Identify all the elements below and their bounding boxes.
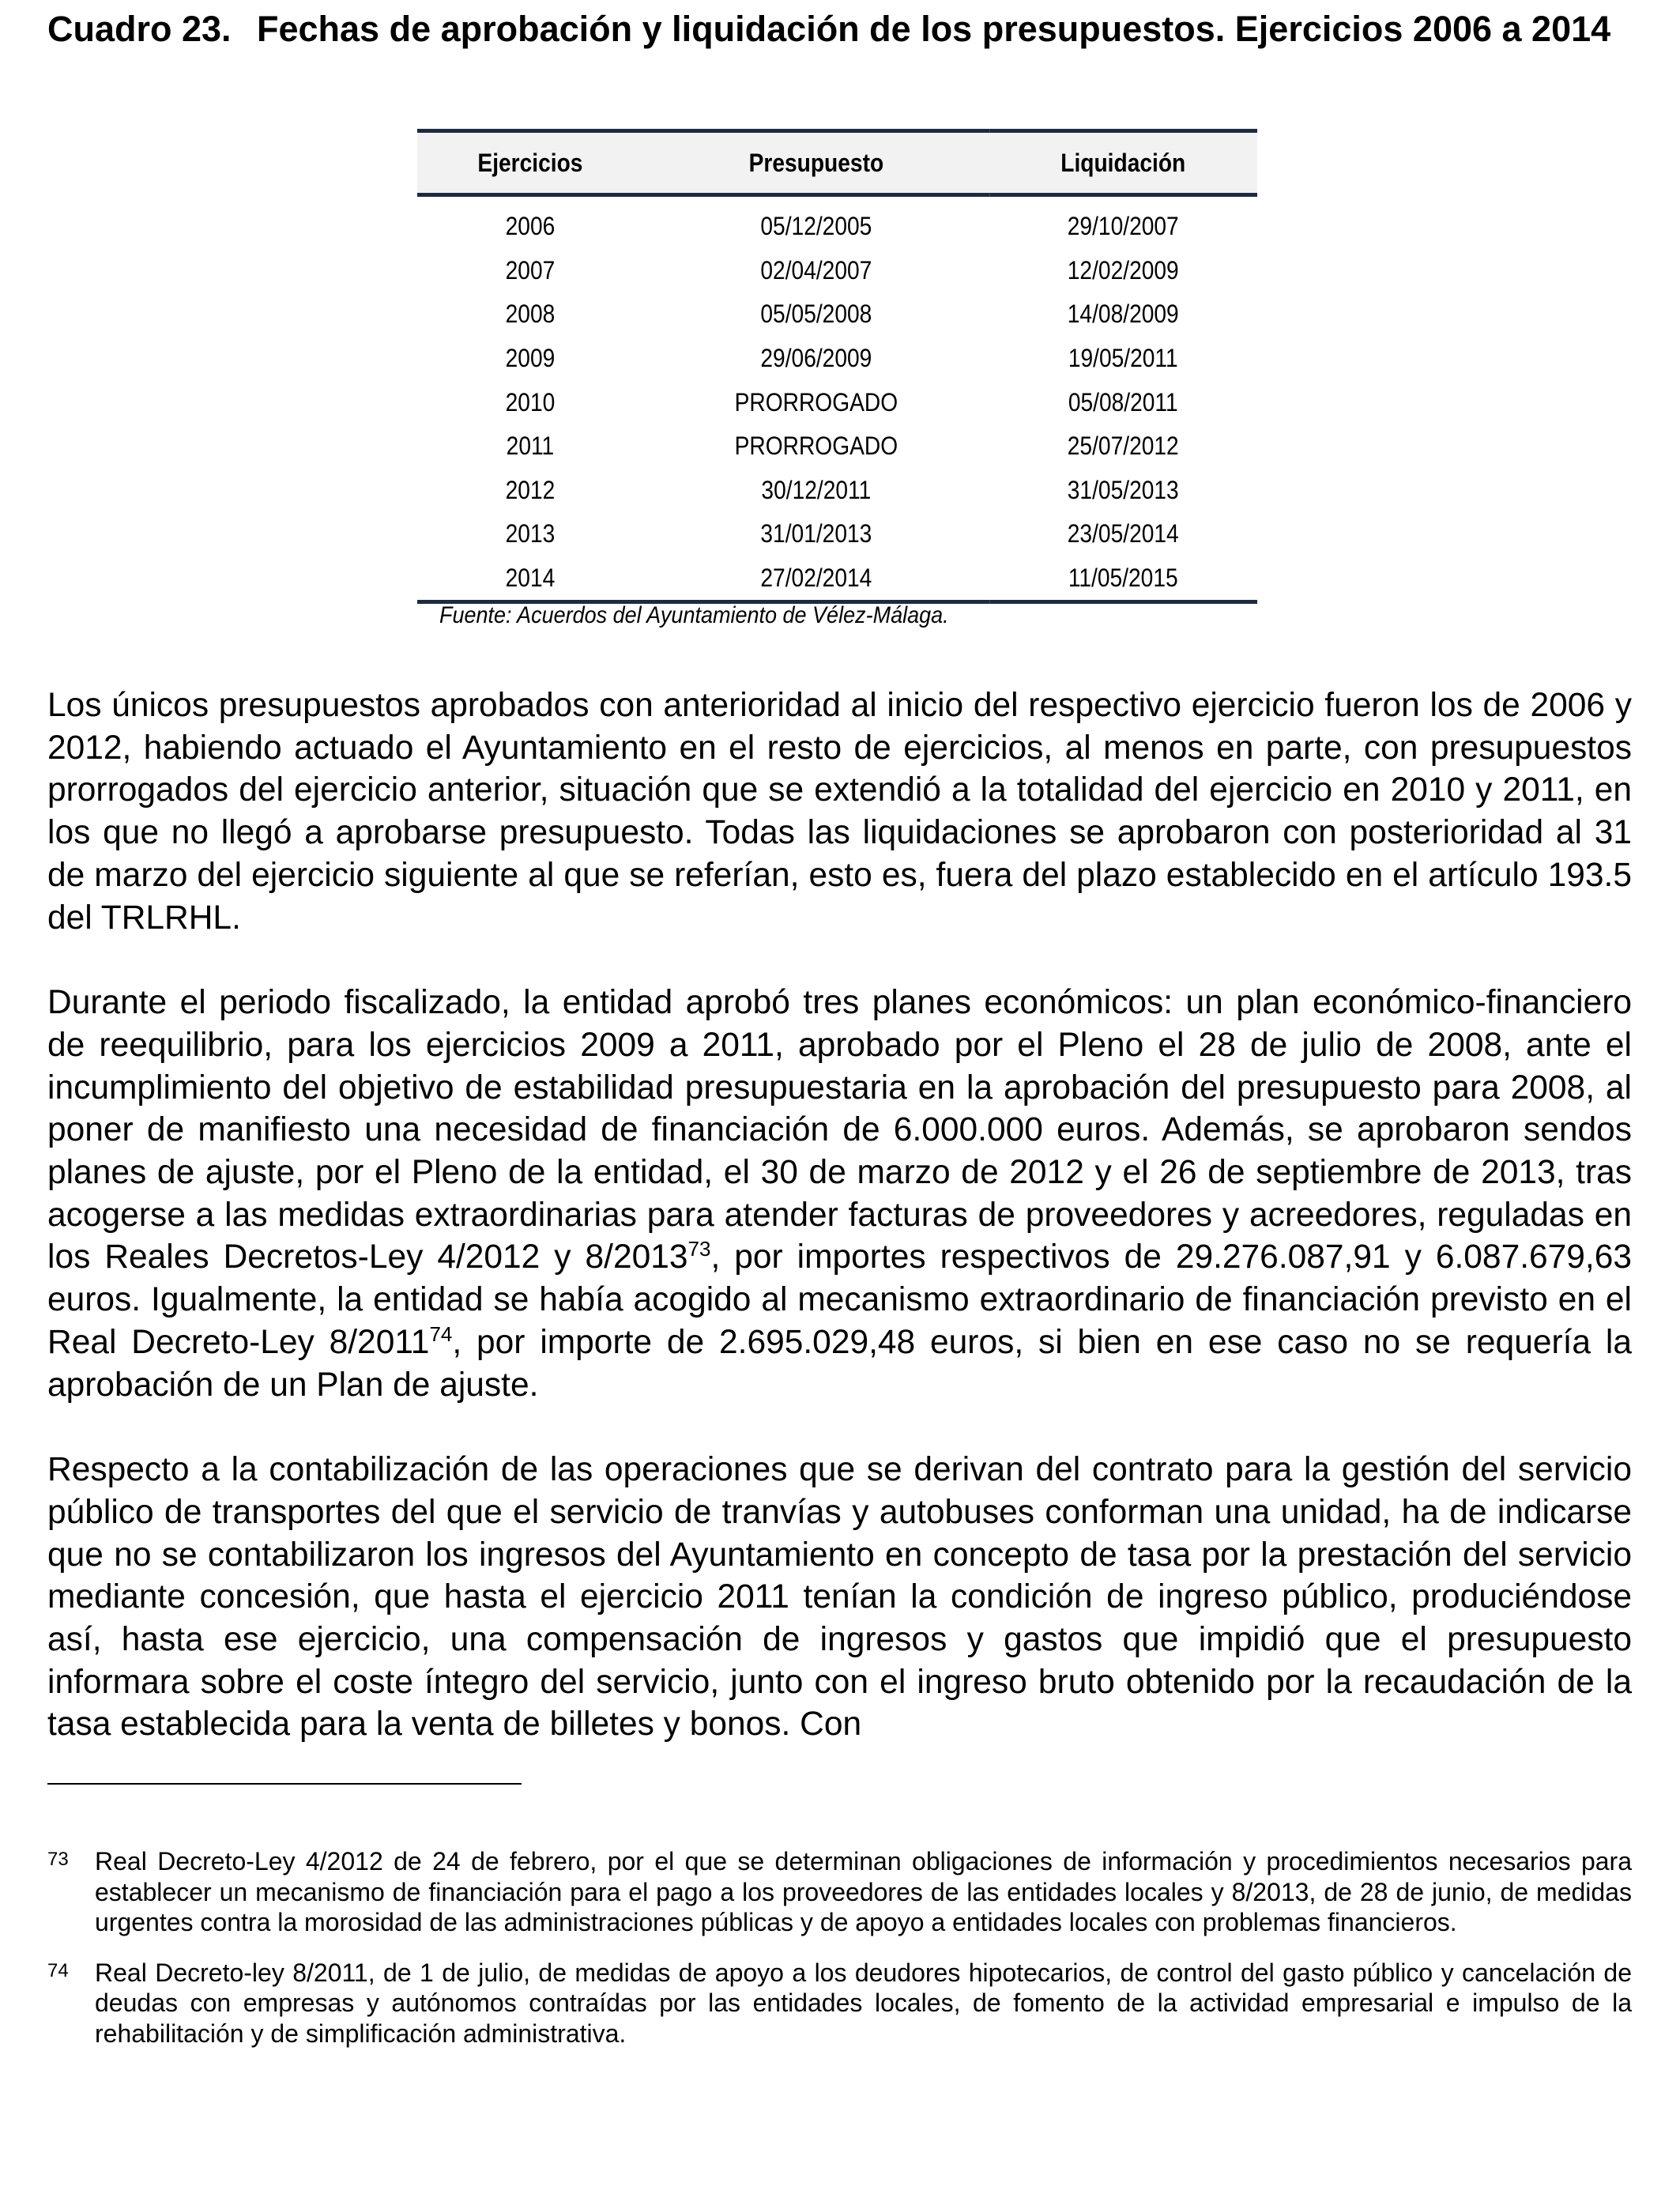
cell-year: 2006: [505, 212, 556, 241]
paragraph-1: Los únicos presupuestos aprobados con anterioridad al inicio del respectivo ejercicio fueron los de 2006 y 2012, habiendo actuado el Ayuntamiento en el resto de ejercicios, al menos en parte, con presupuestos prorrogados del ejercicio anterior, situación que se extendió a la totalidad del ejercicio en 2010 y 2011, en los que no llegó a aprobarse presupuesto. Todas las liquidaciones se aprobaron con posterioridad al 31 de marzo del ejercicio siguiente al que se referían, esto es, fuera del plazo establecido en el artículo 193.5 del TRLRHL.: [47, 687, 1632, 937]
table-source: Fuente: Acuerdos del Ayuntamiento de Vélez-Málaga.: [439, 602, 949, 628]
table-row: [417, 337, 1257, 381]
cell-year: 2014: [417, 556, 643, 602]
cell-settlement-date: 12/02/2009: [1067, 255, 1179, 285]
cell-budget-date: PRORROGADO: [734, 387, 898, 417]
table-header-row: [417, 131, 1257, 195]
body-text: [47, 684, 1632, 1789]
cell-settlement-date: 25/07/2012: [1067, 432, 1179, 461]
cell-budget-date: 30/12/2011: [761, 475, 872, 504]
footnote-separator: [47, 1783, 522, 1785]
table-row: [417, 424, 1257, 469]
caption-title: Fechas de aprobación y liquidación de los presupuestos. Ejercicios 2006 a 2014: [257, 9, 1611, 49]
table-row: [417, 195, 1257, 249]
footnote-ref-74[interactable]: 74: [429, 1321, 453, 1346]
header-presupuesto: Presupuesto: [643, 131, 989, 195]
paragraph-2-part-c: , por importe de 2.695.029,48 euros, si bien en ese caso no se requería la aprobación de un Plan de ajuste.: [47, 1323, 1632, 1404]
footnote-number: 74: [47, 1959, 69, 1981]
cell-budget-date: 31/01/2013: [760, 519, 872, 548]
cell-budget-date: 05/05/2008: [760, 300, 872, 329]
cell-budget-date: PRORROGADO: [734, 432, 898, 461]
cell-year: 2009: [505, 344, 556, 373]
table-row: [417, 380, 1257, 424]
budget-dates-table: [417, 129, 1257, 604]
cell-year: 2010: [505, 387, 556, 417]
budget-table-container: [417, 129, 1257, 604]
cell-budget-date: 02/04/2007: [760, 255, 872, 285]
footnote-73: [47, 1846, 1632, 1938]
footnote-text: Real Decreto-ley 8/2011, de 1 de julio, de medidas de apoyo a los deudores hipotecarios, de control del gasto público y cancelación de deudas con empresas y autónomos contraídas por las entidades locales, de fomento de la actividad empresarial e impulso de la rehabilitación y de simplificación administrativa.: [95, 1958, 1632, 2048]
footnote-ref-73[interactable]: 73: [687, 1237, 711, 1261]
cell-settlement-date: 05/08/2011: [1068, 387, 1178, 417]
cell-settlement-date: 23/05/2014: [1067, 519, 1179, 548]
cell-year: 2011: [506, 432, 555, 461]
paragraph-2: [47, 982, 1632, 1406]
table-caption: [47, 8, 1632, 50]
paragraph-2-part-a: Durante el periodo fiscalizado, la entidad aprobó tres planes económicos: un plan económico-financiero de reequilibrio, para los ejercicios 2009 a 2011, aprobado por el Pleno el 28 de julio de 2008, ante el incumplimiento del objetivo de estabilidad presupuestaria en la aprobación del presupuesto para 2008, al poner de manifiesto una necesidad de financiación de 6.000.000 euros. Además, se aprobaron sendos planes de ajuste, por el Pleno de la entidad, el 30 de marzo de 2012 y el 26 de septiembre de 2013, tras acogerse a las medidas extraordinarias para atender facturas de proveedores y acreedores, reguladas en los Reales Decretos-Ley 4/2012 y 8/2013: [47, 984, 1632, 1276]
cell-budget-date: 05/12/2005: [760, 212, 872, 241]
cell-settlement-date: 29/10/2007: [1067, 212, 1179, 241]
caption-label: Cuadro 23.: [47, 9, 232, 49]
table-row: [417, 512, 1257, 556]
table-row: [417, 556, 1257, 602]
footnote-number: 73: [47, 1849, 69, 1870]
cell-budget-date: 27/02/2014: [643, 556, 989, 602]
header-ejercicios: Ejercicios: [417, 131, 643, 195]
table-row: [417, 469, 1257, 513]
table-row: [417, 292, 1257, 337]
cell-year: 2007: [505, 255, 556, 285]
header-liquidacion: Liquidación: [989, 131, 1257, 195]
cell-settlement-date: 31/05/2013: [1067, 475, 1179, 504]
footnote-74: [47, 1958, 1632, 2049]
cell-year: 2012: [505, 475, 556, 504]
cell-year: 2008: [505, 300, 556, 329]
paragraph-2-part-b: , por importes respectivos de 29.276.087,91 y 6.087.679,63 euros. Igualmente, la entidad se había acogido al mecanismo extraordinario de financiación previsto en el Real Decreto-Ley 8/2011: [47, 1238, 1633, 1361]
footnotes: [47, 1846, 1632, 2068]
cell-settlement-date: 11/05/2015: [989, 556, 1257, 602]
cell-budget-date: 29/06/2009: [760, 344, 872, 373]
table-row: [417, 249, 1257, 293]
cell-settlement-date: 14/08/2009: [1067, 300, 1179, 329]
footnote-text: Real Decreto-Ley 4/2012 de 24 de febrero, por el que se determinan obligaciones de información y procedimientos necesarios para establecer un mecanismo de financiación para el pago a los proveedores de las entidades locales y 8/2013, de 28 de junio, de medidas urgentes contra la morosidad de las administraciones públicas y de apoyo a entidades locales con problemas financieros.: [95, 1847, 1632, 1936]
paragraph-3: Respecto a la contabilización de las operaciones que se derivan del contrato para la gestión del servicio público de transportes del que el servicio de tranvías y autobuses conforman una unidad, ha de indicarse que no se contabilizaron los ingresos del Ayuntamiento en concepto de tasa por la prestación del servicio mediante concesión, que hasta el ejercicio 2011 tenían la condición de ingreso público, produciéndose así, hasta ese ejercicio, una compensación de ingresos y gastos que impidió que el presupuesto informara sobre el coste íntegro del servicio, junto con el ingreso bruto obtenido por la recaudación de la tasa establecida para la venta de billetes y bonos. Con: [47, 1451, 1632, 1744]
cell-settlement-date: 19/05/2011: [1068, 344, 1178, 373]
cell-year: 2013: [505, 519, 556, 548]
